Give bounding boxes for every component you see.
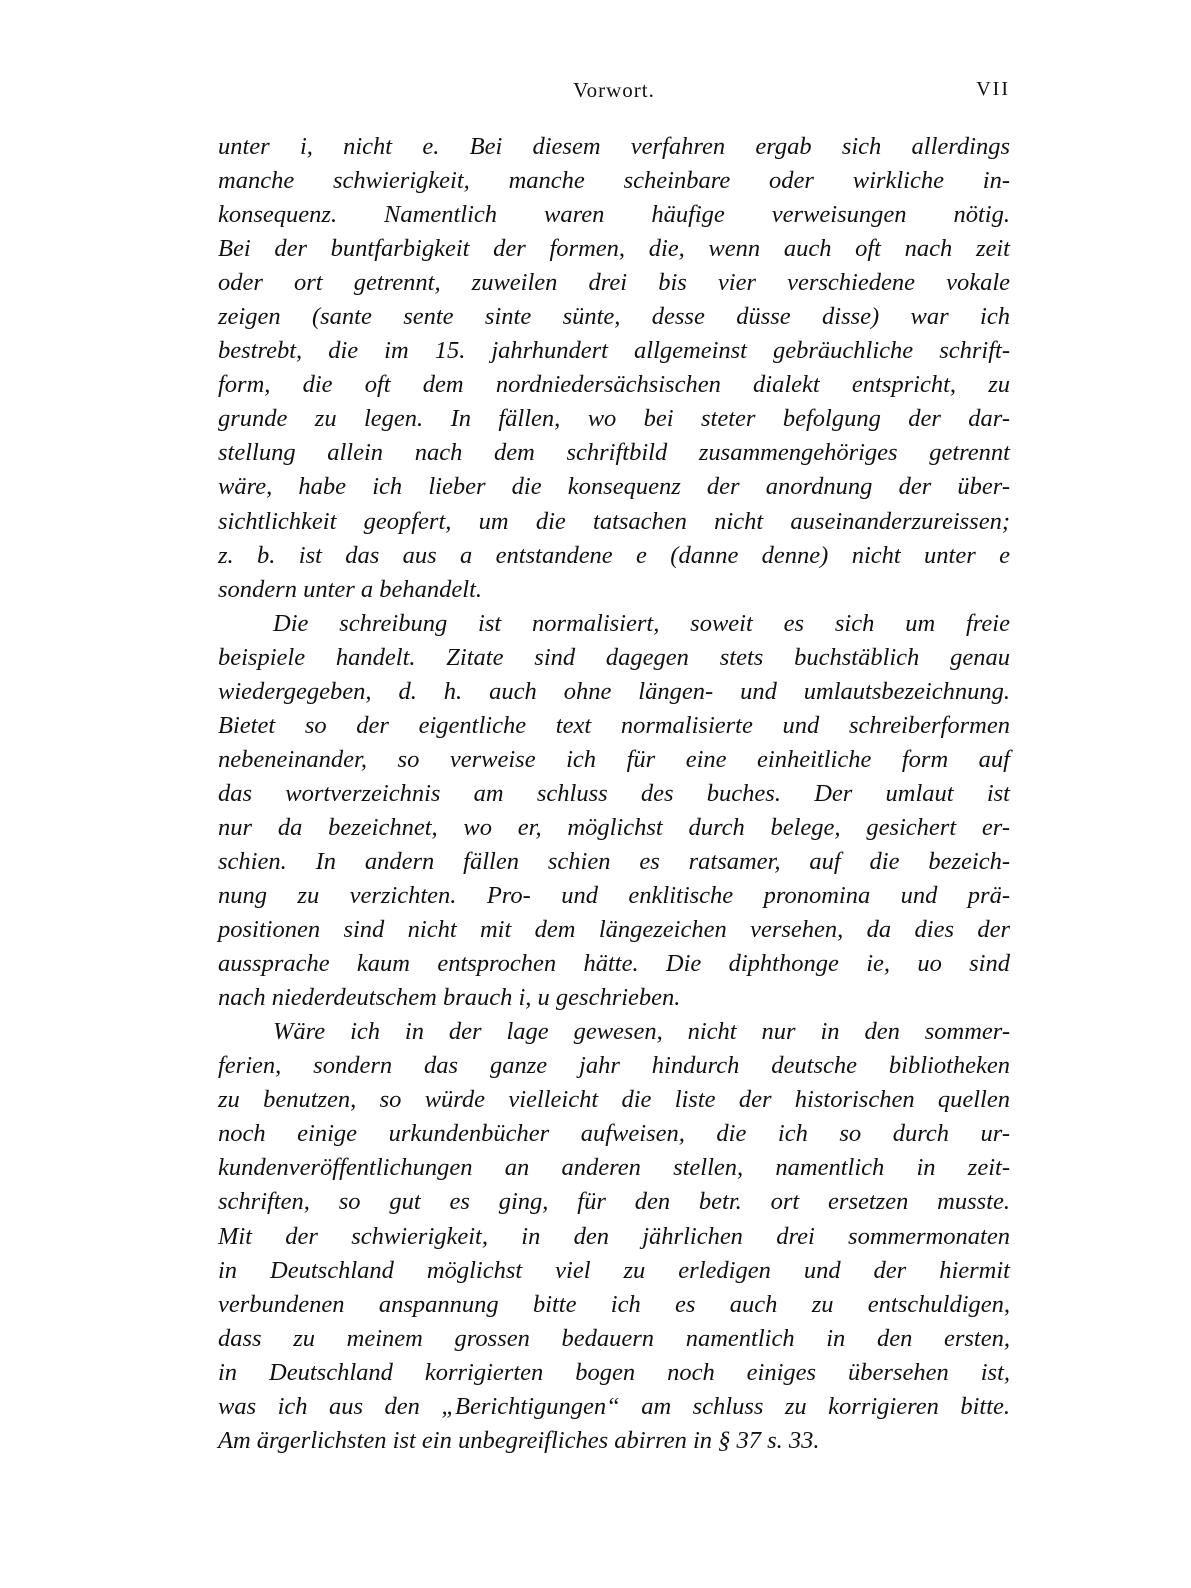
text-line: Mit der schwierigkeit, in den jährlichen drei sommermonaten	[218, 1222, 1010, 1250]
text-line: das wortverzeichnis am schluss des buches. Der umlaut ist	[218, 779, 1010, 807]
text-line: in Deutschland möglichst viel zu erledigen und der hiermit	[218, 1256, 1010, 1284]
text-line: manche schwierigkeit, manche scheinbare oder wirkliche in-	[218, 167, 1010, 195]
running-head	[218, 78, 1010, 108]
text-line: noch einige urkundenbücher aufweisen, die ich so durch ur-	[218, 1120, 1010, 1148]
text-line: kundenveröffentlichungen an anderen stellen, namentlich in zeit-	[218, 1154, 1010, 1182]
text-line: Bei der buntfarbigkeit der formen, die, wenn auch oft nach zeit	[218, 235, 1010, 263]
text-line: sichtlichkeit geopfert, um die tatsachen nicht auseinanderzureissen;	[218, 507, 1010, 535]
text-line: zu benutzen, so würde vielleicht die liste der historischen quellen	[218, 1086, 1010, 1114]
text-line: dass zu meinem grossen bedauern namentlich in den ersten,	[218, 1324, 1010, 1352]
text-line: sondern unter a behandelt.	[218, 575, 483, 603]
paragraph	[218, 1015, 1010, 1458]
running-title: Vorwort.	[573, 78, 655, 102]
text-line: bestrebt, die im 15. jahrhundert allgemeinst gebräuchliche schrift-	[218, 337, 1010, 365]
text-line: nach niederdeutschem brauch i, u geschrieben.	[218, 984, 681, 1012]
text-line: Am ärgerlichsten ist ein unbegreifliches abirren in § 37 s. 33.	[218, 1426, 820, 1454]
text-line: beispiele handelt. Zitate sind dagegen stets buchstäblich genau	[218, 643, 1010, 671]
text-line: aussprache kaum entsprochen hätte. Die diphthonge ie, uo sind	[218, 950, 1010, 978]
text-line: was ich aus den „Berichtigungen“ am schluss zu korrigieren bitte.	[218, 1392, 1010, 1420]
paragraph	[218, 130, 1010, 607]
text-line: grunde zu legen. In fällen, wo bei steter befolgung der dar-	[218, 405, 1010, 433]
text-line: verbundenen anspannung bitte ich es auch zu entschuldigen,	[218, 1290, 1010, 1318]
text-line: oder ort getrennt, zuweilen drei bis vier verschiedene vokale	[218, 269, 1010, 297]
text-body	[218, 130, 1010, 1458]
text-line: Die schreibung ist normalisiert, soweit es sich um freie	[273, 609, 1010, 637]
text-line: schien. In andern fällen schien es ratsamer, auf die bezeich-	[218, 847, 1010, 875]
text-line: positionen sind nicht mit dem längezeichen versehen, da dies der	[218, 916, 1010, 944]
page-number: VII	[976, 78, 1010, 100]
text-line: schriften, so gut es ging, für den betr. ort ersetzen musste.	[218, 1188, 1010, 1216]
text-line: form, die oft dem nordniedersächsischen dialekt entspricht, zu	[218, 371, 1010, 399]
paragraph	[218, 607, 1010, 1016]
text-line: nebeneinander, so verweise ich für eine einheitliche form auf	[218, 745, 1010, 773]
text-line: zeigen (sante sente sinte sünte, desse düsse disse) war ich	[218, 303, 1010, 331]
text-line: wiedergegeben, d. h. auch ohne längen- und umlautsbezeichnung.	[218, 677, 1010, 705]
text-line: nung zu verzichten. Pro- und enklitische pronomina und prä-	[218, 882, 1010, 910]
text-line: stellung allein nach dem schriftbild zusammengehöriges getrennt	[218, 439, 1010, 467]
text-line: wäre, habe ich lieber die konsequenz der anordnung der über-	[218, 473, 1010, 501]
text-line: Wäre ich in der lage gewesen, nicht nur in den sommer-	[273, 1018, 1010, 1046]
text-line: ferien, sondern das ganze jahr hindurch deutsche bibliotheken	[218, 1052, 1010, 1080]
text-line: Bietet so der eigentliche text normalisierte und schreiberformen	[218, 711, 1010, 739]
text-line: konsequenz. Namentlich waren häufige verweisungen nötig.	[218, 201, 1010, 229]
text-line: nur da bezeichnet, wo er, möglichst durch belege, gesichert er-	[218, 813, 1010, 841]
text-line: z. b. ist das aus a entstandene e (danne denne) nicht unter e	[218, 541, 1010, 569]
text-line: unter i, nicht e. Bei diesem verfahren ergab sich allerdings	[218, 133, 1010, 160]
text-line: in Deutschland korrigierten bogen noch einiges übersehen ist,	[218, 1358, 1010, 1386]
